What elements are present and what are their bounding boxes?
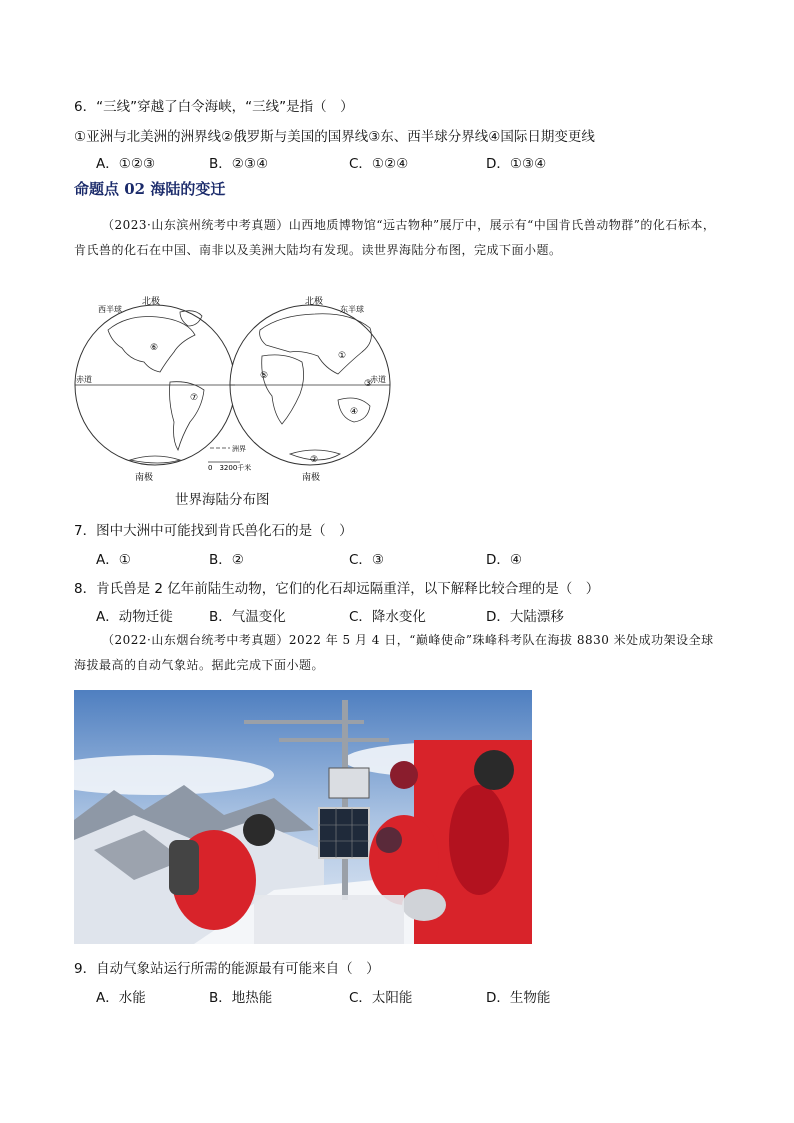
question-6-items: ①亚洲与北美洲的洲界线②俄罗斯与美国的国界线③东、西半球分界线④国际日期变更线 — [74, 129, 595, 145]
option-a[interactable]: A．①②③ — [96, 156, 156, 172]
question-9-stem: 9．自动气象站运行所需的能源最有可能来自（ ） — [74, 961, 380, 977]
section-title: 命题点 02 海陆的变迁 — [74, 180, 226, 198]
map-label-north-pole-left: 北极 — [142, 297, 161, 307]
option-c[interactable]: C．①②④ — [349, 156, 409, 172]
weather-station-photo — [74, 690, 532, 944]
map-marker-2: ② — [310, 455, 319, 465]
map-marker-4: ④ — [350, 407, 359, 417]
map-label-south-pole-left: 南极 — [135, 473, 154, 483]
map-label-south-pole-right: 南极 — [302, 473, 321, 483]
question-8-stem: 8．肯氏兽是 2 亿年前陆生动物，它们的化石却远隔重洋，以下解释比较合理的是（ ） — [74, 581, 600, 597]
map-label-equator-right: 赤道 — [370, 375, 386, 384]
map-marker-3: ③ — [364, 379, 373, 389]
option-a[interactable]: A．① — [96, 552, 131, 568]
option-b[interactable]: B．② — [209, 552, 244, 568]
option-b[interactable]: B．气温变化 — [209, 609, 286, 625]
option-d[interactable]: D．生物能 — [486, 990, 551, 1006]
option-b[interactable]: B．地热能 — [209, 990, 273, 1006]
option-c[interactable]: C．③ — [349, 552, 385, 568]
passage-2: （2022·山东烟台统考中考真题）2022 年 5 月 4 日，“巅峰使命”珠峰科考队在海拔 8830 米处成功架设全球海拔最高的自动气象站。据此完成下面小题。 — [74, 633, 714, 672]
map-label-north-pole-right: 北极 — [305, 297, 324, 307]
option-d[interactable]: D．①③④ — [486, 156, 547, 172]
option-d[interactable]: D．大陆漂移 — [486, 609, 564, 625]
map-caption: 世界海陆分布图 — [175, 492, 270, 508]
option-d[interactable]: D．④ — [486, 552, 522, 568]
map-marker-5: ⑤ — [260, 371, 269, 381]
world-map — [70, 290, 400, 490]
option-c[interactable]: C．降水变化 — [349, 609, 426, 625]
option-a[interactable]: A．水能 — [96, 990, 146, 1006]
map-scale: 0 3200千米 — [208, 464, 252, 472]
map-marker-1: ① — [338, 351, 347, 361]
question-6-stem: 6．“三线”穿越了白令海峡，“三线”是指（ ） — [74, 99, 354, 115]
option-b[interactable]: B．②③④ — [209, 156, 269, 172]
option-a[interactable]: A．动物迁徙 — [96, 609, 173, 625]
map-marker-7: ⑦ — [190, 393, 199, 403]
question-7-stem: 7．图中大洲中可能找到肯氏兽化石的是（ ） — [74, 523, 353, 539]
map-legend-boundary: 洲界 — [232, 445, 246, 453]
map-label-east-hemisphere: 东半球 — [340, 305, 364, 314]
option-c[interactable]: C．太阳能 — [349, 990, 413, 1006]
map-marker-6: ⑥ — [150, 343, 159, 353]
passage-1: （2023·山东滨州统考中考真题）山西地质博物馆“远古物种”展厅中，展示有“中国肯氏兽动物群”的化石标本，肯氏兽的化石在中国、南非以及美洲大陆均有发现。读世界海陆分布图，完成下面小题。 — [74, 218, 716, 257]
map-label-equator-left: 赤道 — [76, 375, 92, 384]
map-label-west-hemisphere: 西半球 — [98, 305, 122, 314]
